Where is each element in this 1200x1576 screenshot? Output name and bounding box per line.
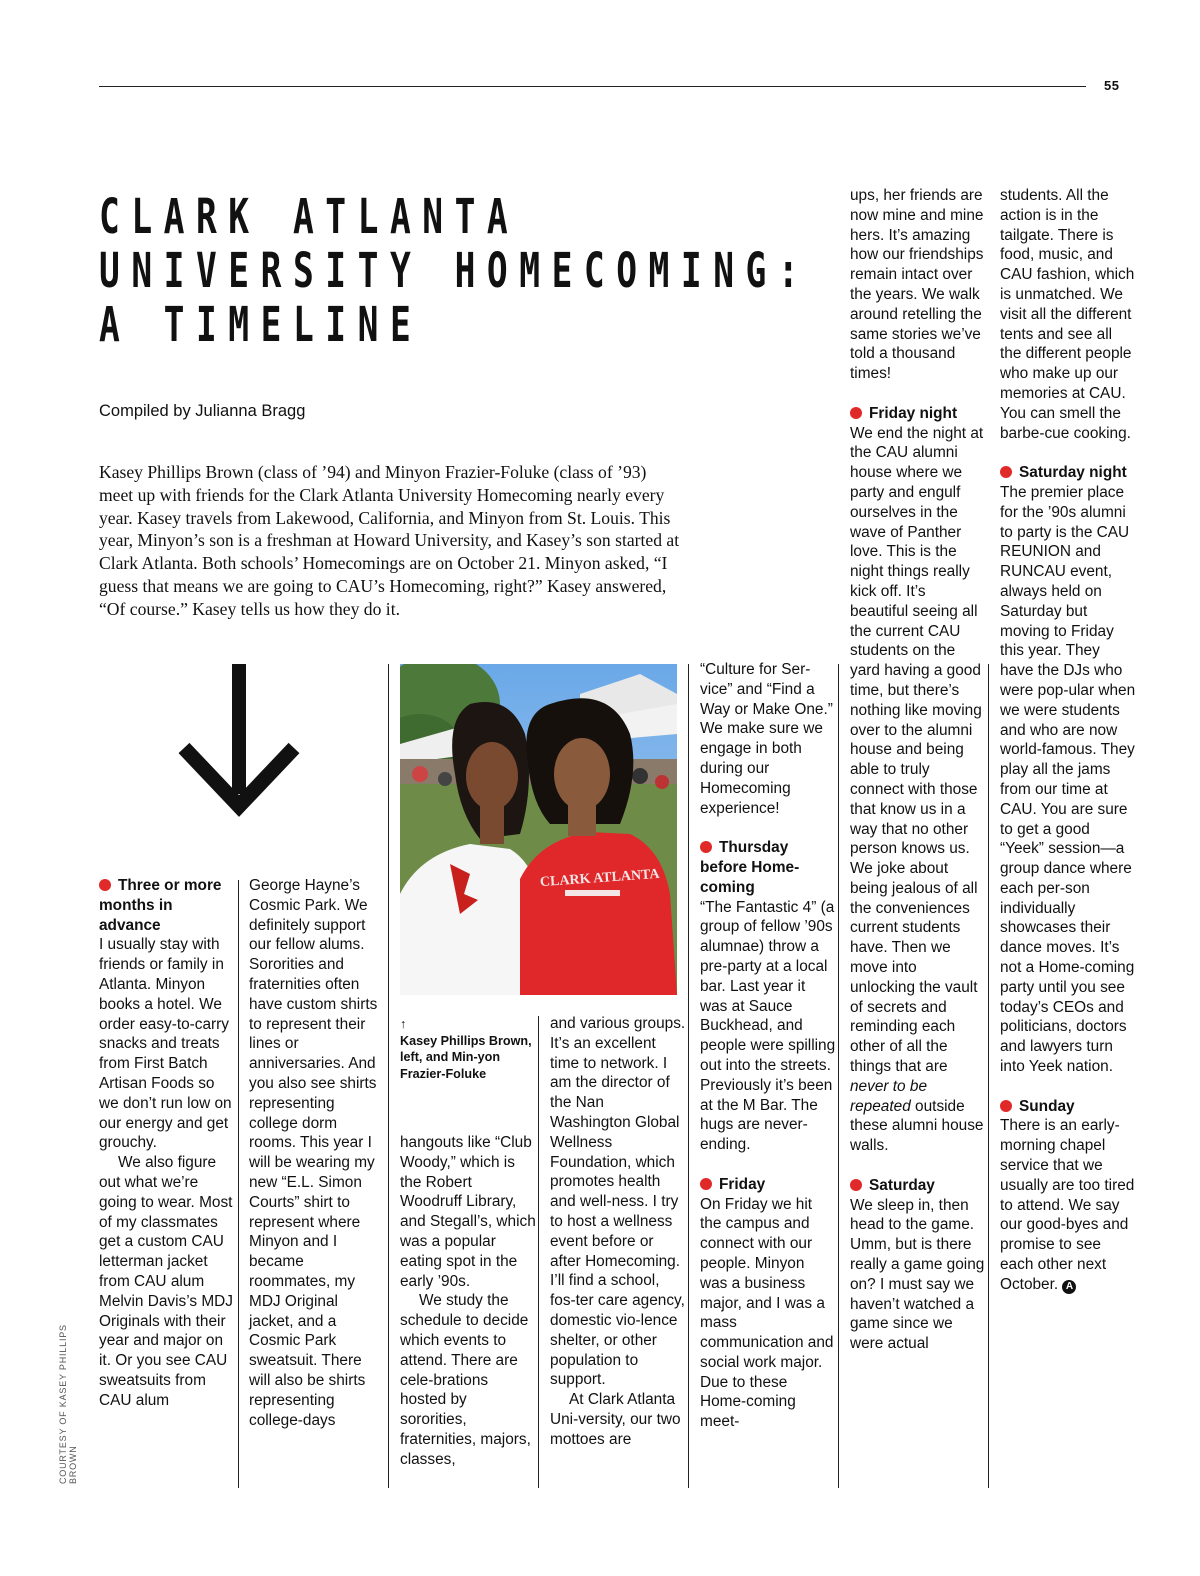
photo-caption (400, 1016, 532, 1082)
section-heading-friday-night: Friday night (850, 404, 986, 424)
title-line-1: CLARK ATLANTA (99, 189, 520, 245)
photo-credit: COURTESY OF KASEY PHILLIPS BROWN (58, 1324, 78, 1484)
column-divider (538, 1016, 539, 1488)
column-1 (99, 876, 235, 1411)
column-6 (850, 186, 986, 1354)
article-title (99, 190, 862, 352)
thursday-text: “The Fantastic 4” (a group of fellow ’90s alumnae) throw a pre-party at a local bar. Last year it was at Sauce Buckhead, and people were spilling out into the streets. Previously it’s been at the M Bar. The hugs are never-ending. (700, 898, 836, 1154)
friday-text-continued: ups, her friends are now mine and mine hers. It’s amazing how our friendships remain intact over the years. We walk around retelling the same stories we’ve told a thousand times! (850, 187, 984, 383)
column-divider (838, 664, 839, 1488)
column-3 (400, 1133, 536, 1470)
caption-arrow-icon: ↑ (400, 1017, 407, 1031)
section-heading-sunday: Sunday (1000, 1097, 1136, 1117)
section-heading-saturday: Saturday (850, 1176, 986, 1196)
advance-paragraph-6: and various groups. It’s an excellent time to network. I am the director of the Nan Washington Global Wellness Foundation, which promotes health and well-ness. I try to host a wellness event before or after Homecoming. I’ll find a school, fos-ter care agency, domestic vio-lence shelter, or other population to support. (550, 1015, 686, 1389)
title-line-2: UNIVERSITY HOMECOMING: (99, 243, 811, 299)
photo-illustration (400, 664, 677, 995)
advance-paragraph-3: George Hayne’s Cosmic Park. We definitely support our fellow alums. Sororities and fraternities often have custom shirts to represent their lines or anniversaries. And you also see shirts representing college dorm rooms. This year I will be wearing my new “E.L. Simon Courts” shirt to represent where Minyon and I became roommates, my MDJ Original jacket, and a Cosmic Park sweatsuit. There will also be shirts representing college-days (249, 877, 378, 1429)
column-7 (1000, 186, 1136, 1295)
homecoming-photo (400, 664, 677, 995)
section-heading-thursday: Thursday before Home-coming (700, 839, 800, 896)
intro-paragraph: Kasey Phillips Brown (class of ’94) and Minyon Frazier-Foluke (class of ’93) meet up with friends for the Clark Atlanta University Homecoming nearly every year. Kasey travels from Lakewood, California, and Minyon from St. Louis. This year, Minyon’s son is a freshman at Howard University, and Kasey’s son started at Clark Atlanta. Both schools’ Homecomings are on October 21. Minyon asked, “I guess that means we are going to CAU’s Homecoming, right?” Kasey answered, “Of course.” Kasey tells us how they do it. (99, 462, 680, 619)
red-bullet-icon (700, 1178, 712, 1190)
byline: Compiled by Julianna Bragg (99, 402, 306, 420)
section-heading-friday: Friday (700, 1175, 836, 1195)
end-mark-icon: A (1062, 1280, 1076, 1294)
column-4 (550, 1014, 686, 1450)
column-divider (388, 664, 389, 1488)
red-bullet-icon (850, 407, 862, 419)
column-5 (700, 660, 836, 1432)
shirt-text: CLARK ATLANTA (539, 866, 660, 891)
top-rule (99, 86, 1086, 87)
section-heading-saturday-night: Saturday night (1000, 463, 1136, 483)
saturday-text: We sleep in, then head to the game. Umm, but is there really a game going on? I must say we haven’t watched a game since we were actual (850, 1196, 985, 1353)
red-bullet-icon (1000, 466, 1012, 478)
column-2 (249, 876, 385, 1430)
friday-text: On Friday we hit the campus and connect with our people. Minyon was a business major, and I was a mass communication and social work major. Due to these Home-coming meet- (700, 1195, 834, 1431)
down-arrow-icon (178, 660, 300, 822)
column-divider (988, 664, 989, 1488)
saturday-text-continued: students. All the action is in the tailgate. There is food, music, and CAU fashion, which is unmatched. We visit all the different tents and see all the different people who make up our memories at CAU. You can smell the barbe-cue cooking. (1000, 187, 1135, 442)
saturday-night-text: The premier place for the ’90s alumni to party is the CAU REUNION and RUNCAU event, always held on Saturday but moving to Friday this year. They have the DJs who were pop-ular when we were students and who are now world-famous. They play all the jams from our time at CAU. You are sure to get a good “Yeek” session—a group dance where each per-son individually showcases their dance moves. It’s not a Home-coming party until you see today’s CEOs and politicians, doctors and lawyers turn into Yeek nation. (1000, 483, 1136, 1076)
column-divider (688, 664, 689, 1488)
red-bullet-icon (99, 879, 111, 891)
page-number: 55 (1104, 78, 1120, 93)
advance-paragraph-2: We also figure out what we’re going to wear. Most of my classmates get a custom CAU letterman jacket from CAU alum Melvin Davis’s MDJ Originals with their year and major on it. Or you see CAU sweatsuits from CAU alum (99, 1154, 233, 1409)
advance-paragraph-4: hangouts like “Club Woody,” which is the Robert Woodruff Library, and Stegall’s, which was a popular eating spot in the early ’90s. (400, 1134, 536, 1290)
advance-paragraph-1: I usually stay with friends or family in Atlanta. Minyon books a hotel. We order easy-to-carry snacks and treats from First Batch Artisan Foods so we don’t run low on our energy and get grouchy. (99, 936, 232, 1152)
advance-paragraph-5: We study the schedule to decide which events to attend. There are cele-brations hosted by sororities, fraternities, majors, classes, (400, 1292, 531, 1468)
red-bullet-icon (700, 841, 712, 853)
red-bullet-icon (1000, 1100, 1012, 1112)
friday-night-text: We end the night at the CAU alumni house where we party and engulf ourselves in the wave of Panther love. This is the night things really kick off. It’s beautiful seeing all the current CAU students on the yard having a good time, but there’s nothing like moving over to the alumni house and being able to truly connect with those that know us in a way that no other person knows us. We joke about being jealous of all the conveniences current students have. Then we move into unlocking the vault of secrets and reminding each other of all the things that are never to be repeated outside these alumni house walls. (850, 424, 984, 1155)
column-divider (238, 880, 239, 1488)
sunday-text: There is an early-morning chapel service that we usually are too tired to attend. We say our good-byes and promise to see each other next October. A (1000, 1117, 1135, 1293)
title-line-3: A TIMELINE (99, 297, 423, 353)
advance-paragraph-7: At Clark Atlanta Uni-versity, our two mottoes are (550, 1391, 681, 1448)
caption-text: Kasey Phillips Brown, left, and Min-yon Frazier-Foluke (400, 1033, 532, 1081)
section-heading-advance: Three or more months in advance (99, 877, 222, 934)
advance-paragraph-8: “Culture for Ser-vice” and “Find a Way or Make One.” We make sure we engage in both during our Homecoming experience! (700, 661, 833, 817)
red-bullet-icon (850, 1179, 862, 1191)
